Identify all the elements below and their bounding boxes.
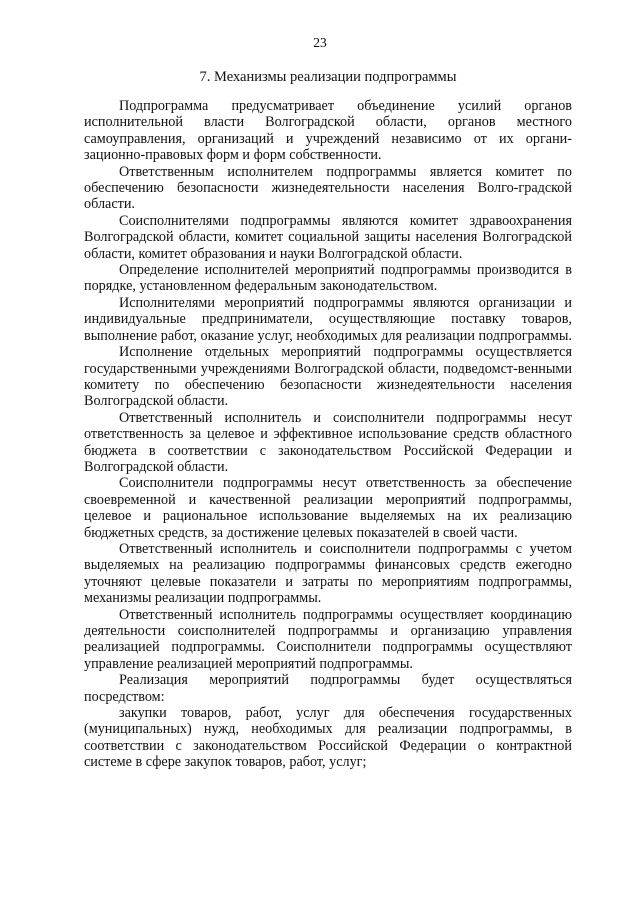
paragraph: Ответственный исполнитель и соисполнители подпрограммы с учетом выделяемых на реализацию подпрограммы финансовых средств ежегодно уточняют целевые показатели и затраты по мероприятиям подпрограммы, механизмы реализации подпрограммы. [84, 540, 572, 607]
paragraph: закупки товаров, работ, услуг для обеспечения государственных (муниципальных) нужд, необходимых для реализации подпрограммы, в соответствии с законодательством Российской Федерации о контрактной системе в сфере закупок товаров, работ, услуг; [84, 705, 572, 771]
paragraph: Подпрограмма предусматривает объединение усилий органов исполнительной власти Волгоградской области, органов местного самоуправления, организаций и учреждений независимо от их органи-зационно-правовых форм и форм собственности. [84, 98, 572, 164]
section-title: 7. Механизмы реализации подпрограммы [199, 69, 457, 85]
paragraph: Определение исполнителей мероприятий подпрограммы производится в порядке, установленном федеральным законодательством. [84, 262, 572, 295]
paragraph: Ответственный исполнитель подпрограммы осуществляет координацию деятельности соисполнителей подпрограммы и организацию управления реализацией подпрограммы. Соисполнители подпрограммы осуществляют управление реализацией мероприятий подпрограммы. [84, 606, 572, 672]
paragraph: Соисполнителями подпрограммы являются комитет здравоохранения Волгоградской области, комитет социальной защиты населения Волгоградской области, комитет образования и науки Волгоградской области. [84, 212, 572, 262]
paragraph: Реализация мероприятий подпрограммы будет осуществляться посредством: [84, 672, 572, 705]
paragraph: Исполнителями мероприятий подпрограммы являются организации и индивидуальные предприниматели, осуществляющие поставку товаров, выполнение работ, оказание услуг, необходимых для реализации подпрограммы. [84, 294, 572, 344]
paragraph: Ответственным исполнителем подпрограммы является комитет по обеспечению безопасности жизнедеятельности населения Волго-градской области. [84, 163, 572, 213]
page-number: 23 [313, 35, 327, 50]
paragraph: Соисполнители подпрограммы несут ответственность за обеспечение своевременной и качественной реализации мероприятий подпрограммы, целевое и рациональное использование выделяемых на их реализацию бюджетных средств, за достижение целевых показателей в своей части. [84, 475, 572, 541]
paragraph: Ответственный исполнитель и соисполнители подпрограммы несут ответственность за целевое и эффективное использование средств областного бюджета в соответствии с законодательством Российской Федерации и Волгоградской области. [84, 409, 572, 475]
body-text [84, 98, 572, 771]
paragraph: Исполнение отдельных мероприятий подпрограммы осуществляется государственными учреждениями Волгоградской области, подведомст-венными комитету по обеспечению безопасности жизнедеятельности населения Волгоградской области. [84, 344, 572, 410]
